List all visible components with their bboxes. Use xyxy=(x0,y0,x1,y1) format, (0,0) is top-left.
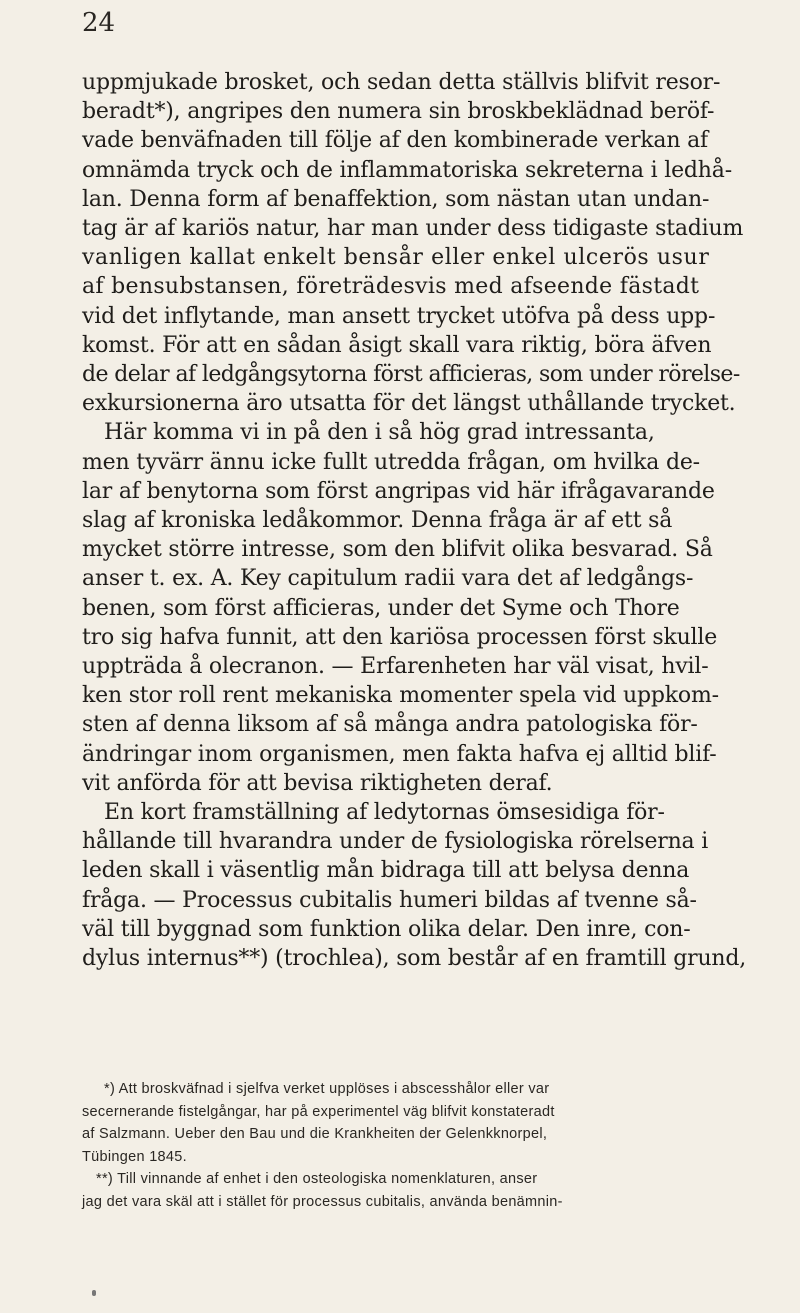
body-line: komst. För att en sådan åsigt skall vara riktig, böra äfven xyxy=(82,332,712,358)
body-text xyxy=(82,68,764,973)
page-number: 24 xyxy=(82,8,116,38)
body-line: ändringar inom organismen, men fakta hafva ej alltid blif- xyxy=(82,741,717,767)
footnote-line: af Salzmann. Ueber den Bau und die Krankheiten der Gelenkknorpel, xyxy=(82,1126,548,1143)
body-line: vit anförda för att bevisa riktigheten deraf. xyxy=(82,770,553,796)
body-line: fråga. — Processus cubitalis humeri bildas af tvenne så- xyxy=(82,887,697,913)
body-line: exkursionerna äro utsatta för det längst uthållande trycket. xyxy=(82,391,736,417)
body-line: beradt*), angripes den numera sin broskbeklädnad beröf- xyxy=(82,99,715,125)
body-line: de delar af ledgångsytorna först afficieras, som under rörelse- xyxy=(82,362,740,388)
body-line: leden skall i väsentlig mån bidraga till att belysa denna xyxy=(82,858,690,884)
body-line: slag af kroniska ledåkommor. Denna fråga är af ett så xyxy=(82,508,673,534)
footnote-line: *) Att broskväfnad i sjelfva verket upplöses i abscesshålor eller var xyxy=(104,1081,550,1097)
body-line: tag är af kariös natur, har man under dess tidigaste stadium xyxy=(82,216,744,242)
body-line: anser t. ex. A. Key capitulum radii vara det af ledgångs- xyxy=(82,566,694,592)
body-line: Här komma vi in på den i så hög grad intressanta, xyxy=(104,420,655,446)
body-line: men tyvärr ännu icke fullt utredda frågan, om hvilka de- xyxy=(82,449,700,475)
body-line: vade benväfnaden till följe af den kombinerade verkan af xyxy=(82,128,708,154)
body-line: benen, som först afficieras, under det Syme och Thore xyxy=(82,595,680,621)
footnote-line: **) Till vinnande af enhet i den osteologiska nomenklaturen, anser xyxy=(96,1171,538,1188)
footnotes xyxy=(82,1078,764,1214)
body-line: En kort framställning af ledytornas ömsesidiga för- xyxy=(104,800,665,826)
body-line: uppmjukade brosket, och sedan detta ställvis blifvit resor- xyxy=(82,70,721,95)
footnote-line: secernerande fistelgångar, har på experimentel väg blifvit konstateradt xyxy=(82,1103,555,1120)
body-line: hållande till hvarandra under de fysiologiska rörelserna i xyxy=(82,829,709,855)
body-line: mycket större intresse, som den blifvit olika besvarad. Så xyxy=(82,537,713,563)
body-line: lan. Denna form af benaffektion, som nästan utan undan- xyxy=(82,186,710,212)
body-line: dylus internus**) (trochlea), som består af en framtill grund, xyxy=(82,946,747,972)
body-line: lar af benytorna som först angripas vid här ifrågavarande xyxy=(82,478,715,504)
footnote-line: Tübingen 1845. xyxy=(82,1148,187,1165)
body-line: vanligen kallat enkelt bensår eller enkel ulcerös usur xyxy=(82,245,710,271)
body-line: ken stor roll rent mekaniska momenter spela vid uppkom- xyxy=(82,683,719,709)
body-line: väl till byggnad som funktion olika delar. Den inre, con- xyxy=(82,916,691,942)
body-line: vid det inflytande, man ansett trycket utöfva på dess upp- xyxy=(82,303,716,329)
body-line: tro sig hafva funnit, att den kariösa processen först skulle xyxy=(82,624,718,650)
body-line: sten af denna liksom af så många andra patologiska för- xyxy=(82,712,698,738)
body-line: af bensubstansen, företrädesvis med afseende fästadt xyxy=(82,274,700,300)
body-line: uppträda å olecranon. — Erfarenheten har väl visat, hvil- xyxy=(82,654,709,680)
body-line: omnämda tryck och de inflammatoriska sekreterna i ledhå- xyxy=(82,157,732,183)
ink-speck xyxy=(92,1290,96,1296)
footnote-line: jag det vara skäl att i stället för processus cubitalis, använda benämnin- xyxy=(82,1193,563,1210)
